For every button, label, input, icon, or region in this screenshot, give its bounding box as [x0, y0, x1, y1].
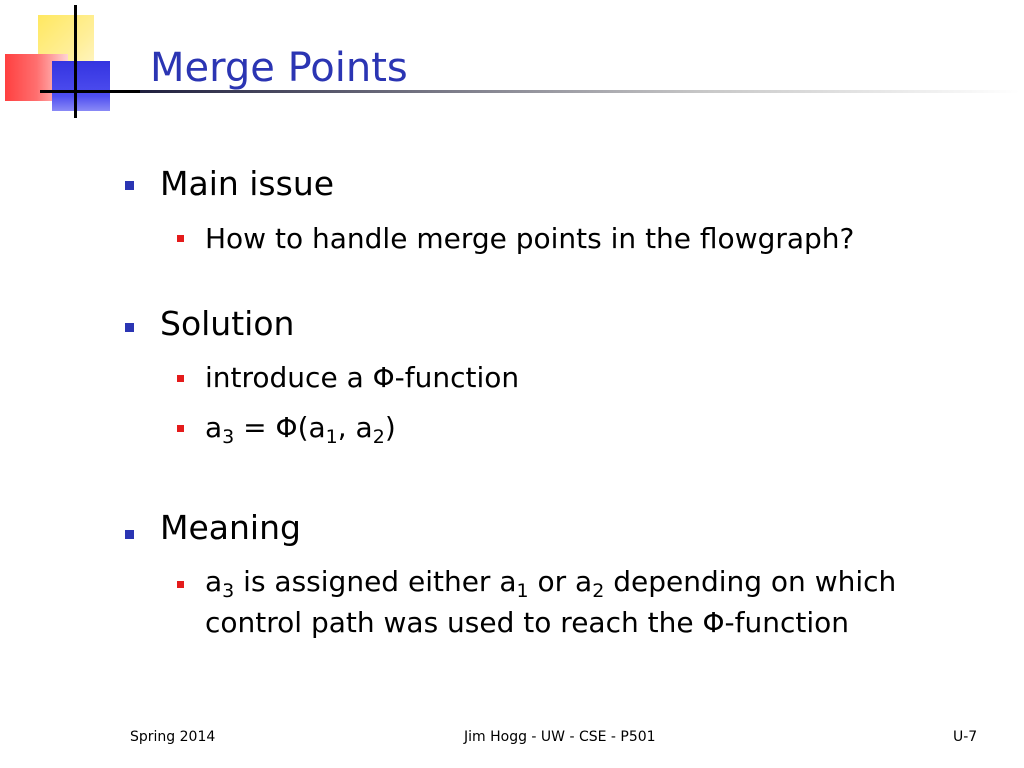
bullet-item: introduce a Φ-function — [205, 361, 520, 394]
level1-bullet-icon — [125, 181, 134, 190]
bullet-item: How to handle merge points in the flowgraph? — [205, 222, 855, 255]
bullet-item-phi-equation — [205, 407, 985, 448]
level1-bullet-icon — [125, 323, 134, 332]
text: a — [205, 565, 223, 598]
text: depending on which control path was used to reach the Φ-function — [205, 565, 897, 639]
section-heading-solution: Solution — [160, 304, 295, 343]
level1-bullet-icon — [125, 530, 134, 539]
section-heading-main-issue: Main issue — [160, 164, 335, 203]
text: , a — [337, 411, 373, 444]
bullet-item-meaning — [205, 561, 975, 643]
subscript: 3 — [222, 426, 235, 448]
level2-bullet-icon — [177, 375, 184, 382]
level2-bullet-icon — [177, 425, 184, 432]
level2-bullet-icon — [177, 581, 184, 588]
subscript: 2 — [592, 580, 605, 602]
footer-date: Spring 2014 — [130, 729, 216, 745]
text: = Φ(a — [234, 411, 326, 444]
level2-bullet-icon — [177, 235, 184, 242]
subscript: 1 — [516, 580, 529, 602]
text: ) — [384, 411, 396, 444]
subscript: 2 — [372, 426, 385, 448]
slide-title: Merge Points — [150, 45, 408, 91]
text: is assigned either a — [234, 565, 517, 598]
footer-author: Jim Hogg - UW - CSE - P501 — [464, 729, 656, 745]
slide-number: U-7 — [953, 729, 978, 745]
section-heading-meaning: Meaning — [160, 508, 301, 547]
subscript: 3 — [222, 580, 235, 602]
text: a — [205, 411, 223, 444]
subscript: 1 — [325, 426, 338, 448]
text: or a — [528, 565, 593, 598]
